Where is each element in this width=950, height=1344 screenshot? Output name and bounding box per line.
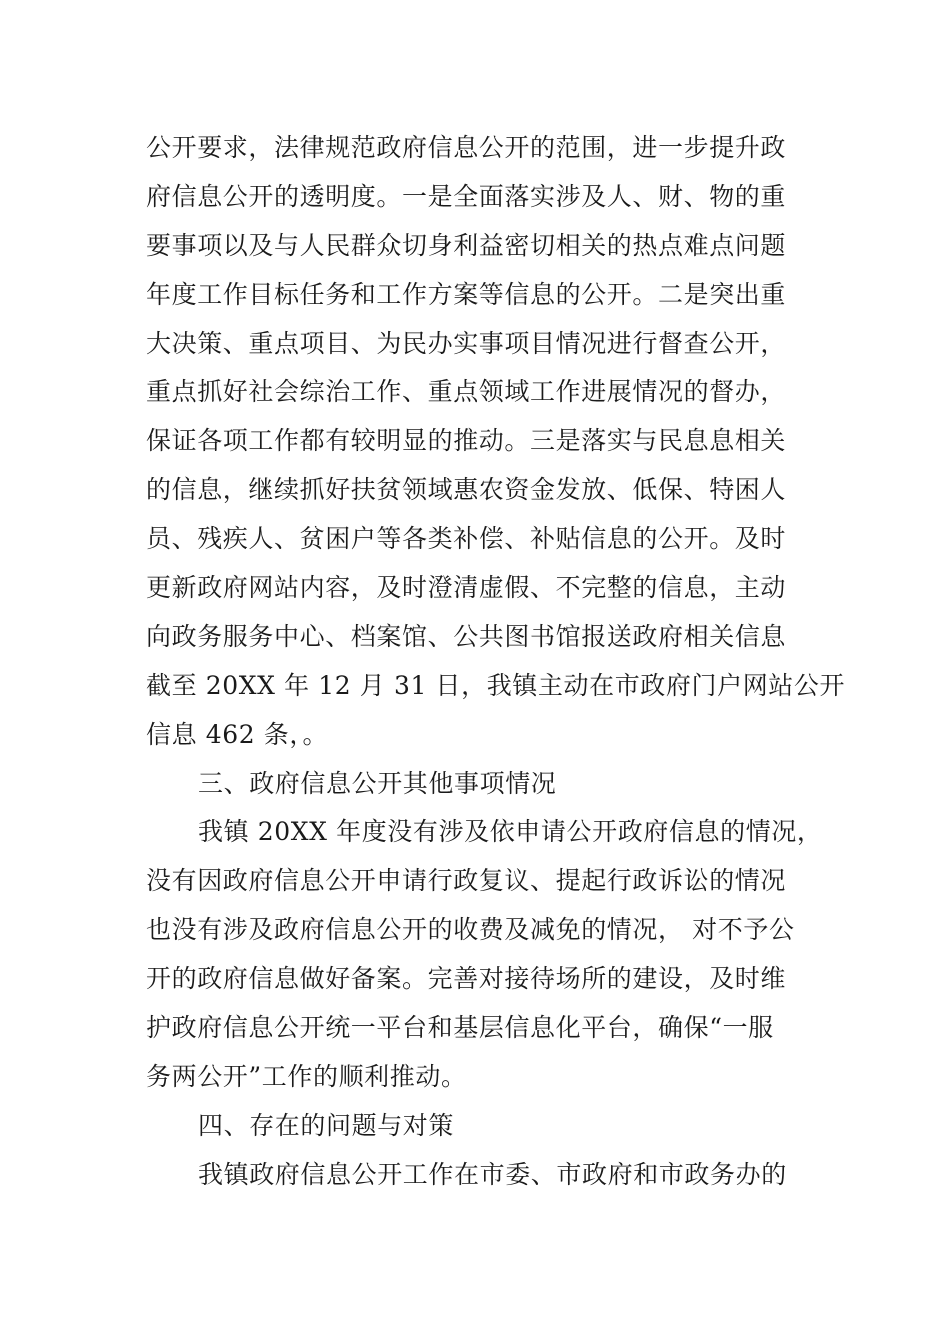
paragraph-first-line: 我镇政府信息公开工作在市委、市政府和市政务办的 <box>198 1159 787 1189</box>
text-line: 重点抓好社会综治工作、重点领域工作进展情况的督办， <box>146 377 787 407</box>
text-line: 截至 20XX 年 12 月 31 日，我镇主动在市政府门户网站公开 <box>146 670 846 700</box>
text-line: 护政府信息公开统一平台和基层信息化平台，确保“一服 <box>146 1013 774 1043</box>
text-line: 员、残疾人、贫困户等各类补偿、补贴信息的公开。及时 <box>146 524 787 554</box>
text-line: 没有因政府信息公开申请行政复议、提起行政诉讼的情况 <box>146 866 787 896</box>
text-line: 要事项以及与人民群众切身利益密切相关的热点难点问题 <box>146 230 787 260</box>
text-line: 年度工作目标任务和工作方案等信息的公开。二是突出重 <box>146 279 787 309</box>
text-line: 向政务服务中心、档案馆、公共图书馆报送政府相关信息 <box>146 621 787 651</box>
paragraph-first-line: 我镇 20XX 年度没有涉及依申请公开政府信息的情况， <box>198 817 823 847</box>
text-line: 开的政府信息做好备案。完善对接待场所的建设，及时维 <box>146 964 787 994</box>
text-line: 公开要求，法律规范政府信息公开的范围，进一步提升政 <box>146 133 787 162</box>
text-line: 府信息公开的透明度。一是全面落实涉及人、财、物的重 <box>146 181 787 211</box>
paragraph-first-line: 四、存在的问题与对策 <box>198 1110 455 1140</box>
text-line: 的信息，继续抓好扶贫领域惠农资金发放、低保、特困人 <box>146 475 787 505</box>
body-text <box>146 124 846 1200</box>
text-line: 也没有涉及政府信息公开的收费及减免的情况， 对不予公 <box>146 915 795 945</box>
paragraph-first-line: 三、政府信息公开其他事项情况 <box>198 768 557 798</box>
text-line: 更新政府网站内容，及时澄清虚假、不完整的信息，主动 <box>146 573 787 603</box>
text-line: 信息 462 条，。 <box>146 719 329 749</box>
text-line: 务两公开”工作的顺利推动。 <box>146 1061 467 1091</box>
text-line: 保证各项工作都有较明显的推动。三是落实与民息息相关 <box>146 426 787 456</box>
text-line: 大决策、重点项目、为民办实事项目情况进行督查公开， <box>146 328 787 358</box>
